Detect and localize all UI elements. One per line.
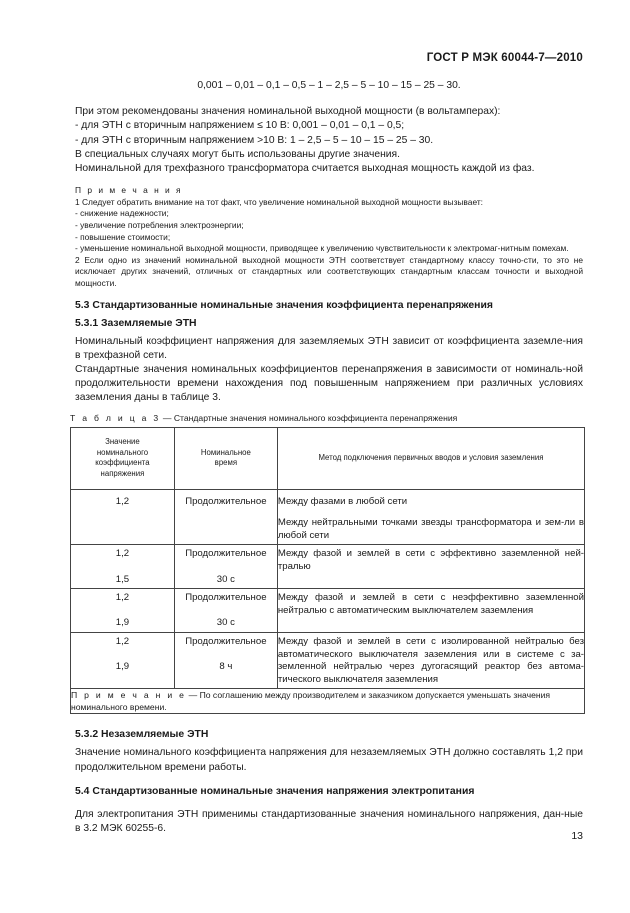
paragraph: В специальных случаях могут быть использованы другие значения. bbox=[75, 148, 400, 160]
table-note-row bbox=[71, 689, 585, 714]
note-item: 1 Следует обратить внимание на тот факт, что увеличение номинальной выходной мощности вызывает: bbox=[75, 196, 483, 207]
coef-value: 1,5 bbox=[115, 573, 130, 585]
section-heading: 5.3 Стандартизованные номинальные значения коэффициента перенапряжения bbox=[75, 299, 493, 311]
coef-value: 1,2 bbox=[115, 495, 130, 507]
method-text: Между нейтральными точками звезды трансформатора и зем-ли в любой сети bbox=[277, 517, 584, 541]
coef-value: 1,9 bbox=[115, 617, 130, 629]
table-row bbox=[71, 589, 585, 633]
overvoltage-table bbox=[70, 427, 585, 715]
time-value: Продолжительное bbox=[185, 592, 267, 604]
page-number: 13 bbox=[571, 830, 583, 842]
note-item: - уменьшение номинальной выходной мощности, приводящее к увеличению чувствительности к электромаг-нитным помехам. bbox=[75, 243, 569, 254]
header-cell-coefficient: Значение номинального коэффициента напряжения bbox=[71, 427, 175, 489]
method-text: Между фазой и землей в сети с неэффективно заземленной нейтралью с автоматическим выключателем заземления bbox=[277, 592, 584, 616]
paragraph: - для ЭТН с вторичным напряжением >10 В: 1 – 2,5 – 5 – 10 – 15 – 25 – 30. bbox=[75, 134, 434, 146]
table-note-label: П р и м е ч а н и е bbox=[71, 690, 187, 701]
notes-heading: П р и м е ч а н и я bbox=[75, 185, 183, 196]
table-note-text: — По соглашению между производителем и заказчиком допускается уменьшать значения номинального времени. bbox=[71, 690, 551, 713]
table-header-row bbox=[71, 427, 585, 489]
note-item: - повышение стоимости; bbox=[75, 231, 171, 242]
power-series-line: 0,001 – 0,01 – 0,1 – 0,5 – 1 – 2,5 – 5 – 10 – 15 – 25 – 30. bbox=[197, 80, 461, 91]
coef-value: 1,2 bbox=[115, 635, 130, 647]
paragraph: Номинальный коэффициент напряжения для заземляемых ЭТН зависит от коэффициента заземле-ния в трехфазной сети. bbox=[75, 335, 583, 361]
table-note bbox=[71, 689, 585, 714]
table-row bbox=[71, 545, 585, 589]
method-text: Между фазами в любой сети bbox=[277, 495, 408, 507]
time-value: Продолжительное bbox=[185, 495, 267, 507]
section-heading: 5.4 Стандартизованные номинальные значения напряжения электропитания bbox=[75, 785, 475, 797]
paragraph: Для электропитания ЭТН применимы стандартизованные значения номинального напряжения, дан-ные в 3.2 МЭК 60255-6. bbox=[75, 808, 583, 834]
method-text: Между фазой и землей в сети с эффективно заземленной ней-тралью bbox=[277, 548, 584, 572]
paragraph: Значение номинального коэффициента напряжения для незаземляемых ЭТН должно составлять 1,2 при продолжительном времени работы. bbox=[75, 747, 583, 773]
table-caption-label: Т а б л и ц а 3 bbox=[70, 412, 161, 423]
note-item: - увеличение потребления электроэнергии; bbox=[75, 220, 244, 230]
note-item: 2 Если одно из значений номинальной выходной мощности ЭТН соответствует стандартному классу точно-сти, то это не исключает других значений, отличных от стандартных или соответствующих стандартным классам точности и выходной мощности. bbox=[75, 254, 583, 288]
coef-value: 1,2 bbox=[115, 548, 130, 560]
table-caption-text: — Стандартные значения номинального коэффициента перенапряжения bbox=[160, 412, 458, 423]
table-row bbox=[71, 632, 585, 688]
document-header: ГОСТ Р МЭК 60044-7—2010 bbox=[426, 52, 583, 64]
paragraph: Номинальной для трехфазного трансформатора считается выходная мощность каждой из фаз. bbox=[75, 163, 535, 175]
paragraph: При этом рекомендованы значения номинальной выходной мощности (в вольтамперах): bbox=[75, 106, 501, 118]
time-value: 30 с bbox=[216, 573, 235, 585]
paragraph: - для ЭТН с вторичным напряжением ≤ 10 В: 0,001 – 0,01 – 0,1 – 0,5; bbox=[75, 120, 405, 132]
time-value: Продолжительное bbox=[185, 548, 267, 560]
subsection-heading: 5.3.2 Незаземляемые ЭТН bbox=[75, 729, 209, 741]
method-text: Между фазой и землей в сети с изолированной нейтралью без автоматического выключателя заземления или в системе с за-земленной нейтралью через дугогасящий реактор без автома-тического выключателя заземления bbox=[277, 635, 584, 685]
table-caption bbox=[70, 412, 583, 424]
coef-value: 1,2 bbox=[115, 592, 130, 604]
paragraph: Стандартные значения номинальных коэффициентов перенапряжения в зависимости от номиналь-ной продолжительности времени нахождения под повышенным напряжением при различных условиях заземления даны в таблице 3. bbox=[75, 363, 583, 404]
table-row bbox=[71, 489, 585, 545]
time-value: 30 с bbox=[216, 617, 235, 629]
header-cell-time: Номинальное время bbox=[174, 427, 277, 489]
subsection-heading: 5.3.1 Заземляемые ЭТН bbox=[75, 317, 197, 329]
time-value: Продолжительное bbox=[185, 635, 267, 647]
page-content bbox=[70, 79, 584, 836]
header-cell-method: Метод подключения первичных вводов и условия заземления bbox=[277, 427, 584, 489]
note-item: - снижение надежности; bbox=[75, 208, 169, 219]
time-value: 8 ч bbox=[219, 661, 233, 673]
coef-value: 1,9 bbox=[115, 661, 130, 673]
